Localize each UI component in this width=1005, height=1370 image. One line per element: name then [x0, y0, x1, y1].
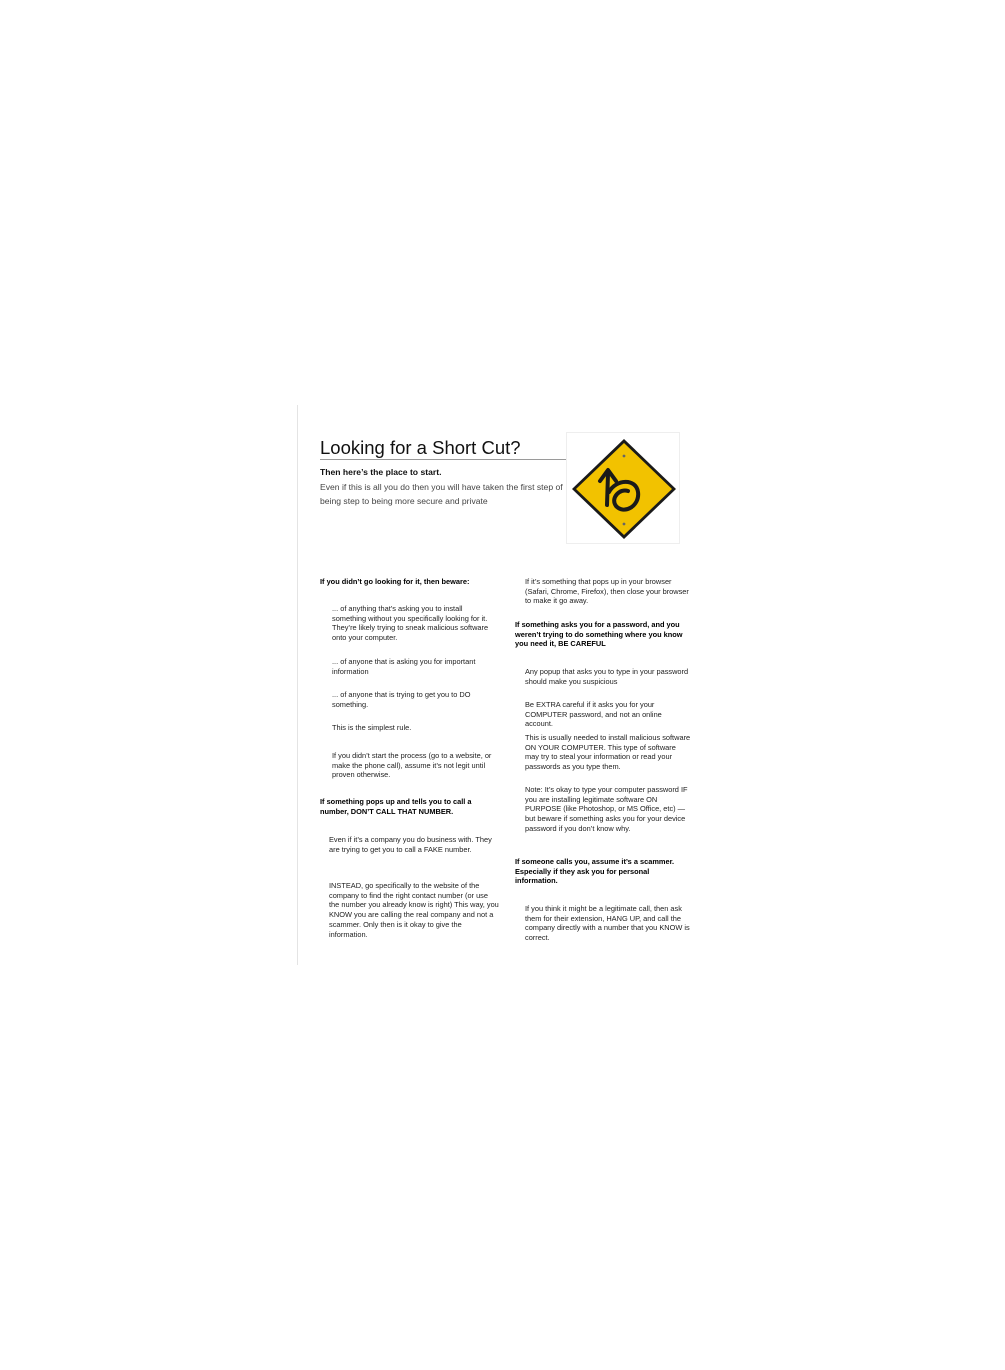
left-heading-call-number: If something pops up and tells you to call a number, DON’T CALL THAT NUMBER.: [320, 797, 472, 816]
right-paragraph-hang-up: If you think it might be a legitimate call, then ask them for their extension, HANG UP, and call the company directly with a number that you KNOW is correct.: [525, 904, 690, 943]
page-edge-divider: [297, 405, 298, 965]
left-paragraph-install: ... of anything that’s asking you to install something without you specifically looking for it. They’re likely trying to sneak malicious software onto your computer.: [332, 604, 489, 643]
right-paragraph-browser-popup: If it’s something that pops up in your browser (Safari, Chrome, Firefox), then close your browser to make it go away.: [525, 577, 689, 606]
left-paragraph-start-process: If you didn’t start the process (go to a website, or make the phone call), assume it’s not legit until proven otherwise.: [332, 751, 492, 780]
left-paragraph-fake-number: Even if it’s a company you do business with. They are trying to get you to call a FAKE number.: [329, 835, 492, 854]
left-heading-beware: If you didn’t go looking for it, then beware:: [320, 577, 470, 586]
right-paragraph-popup-password: Any popup that asks you to type in your password should make you suspicious: [525, 667, 689, 686]
title-underline: [320, 459, 569, 460]
right-paragraph-computer-password: Be EXTRA careful if it asks you for your COMPUTER password, and not an online account.: [525, 700, 662, 729]
left-paragraph-do-something: ... of anyone that is trying to get you to DO something.: [332, 690, 471, 709]
left-paragraph-simplest-rule: This is the simplest rule.: [332, 723, 412, 732]
left-paragraph-instead: INSTEAD, go specifically to the website of the company to find the right contact number (or use the number you already know is right) This way, you KNOW you are calling the real company and not a scammer. Only then is it okay to give the information.: [329, 881, 499, 939]
page-subtitle: Then here’s the place to start.: [320, 467, 442, 477]
right-paragraph-malicious-software: This is usually needed to install malicious software ON YOUR COMPUTER. This type of software may try to steal your information or read your passwords as you type them.: [525, 733, 691, 772]
intro-paragraph: Even if this is all you do then you will have taken the first step of being step to being more secure and private: [320, 482, 563, 506]
shortcut-road-sign-icon: [566, 432, 680, 544]
right-heading-scammer-call: If someone calls you, assume it’s a scammer. Especially if they ask you for personal information.: [515, 857, 675, 886]
page-title: Looking for a Short Cut?: [320, 437, 521, 458]
right-heading-password: If something asks you for a password, and you weren’t trying to do something where you know you need it, BE CAREFUL: [515, 620, 683, 649]
right-paragraph-note: Note: It’s okay to type your computer password IF you are installing legitimate software ON PURPOSE (like Photoshop, or MS Office, etc) — but beware if something asks you for your device password if you don’t know why.: [525, 785, 688, 833]
left-paragraph-important-info: ... of anyone that is asking you for important information: [332, 657, 476, 676]
